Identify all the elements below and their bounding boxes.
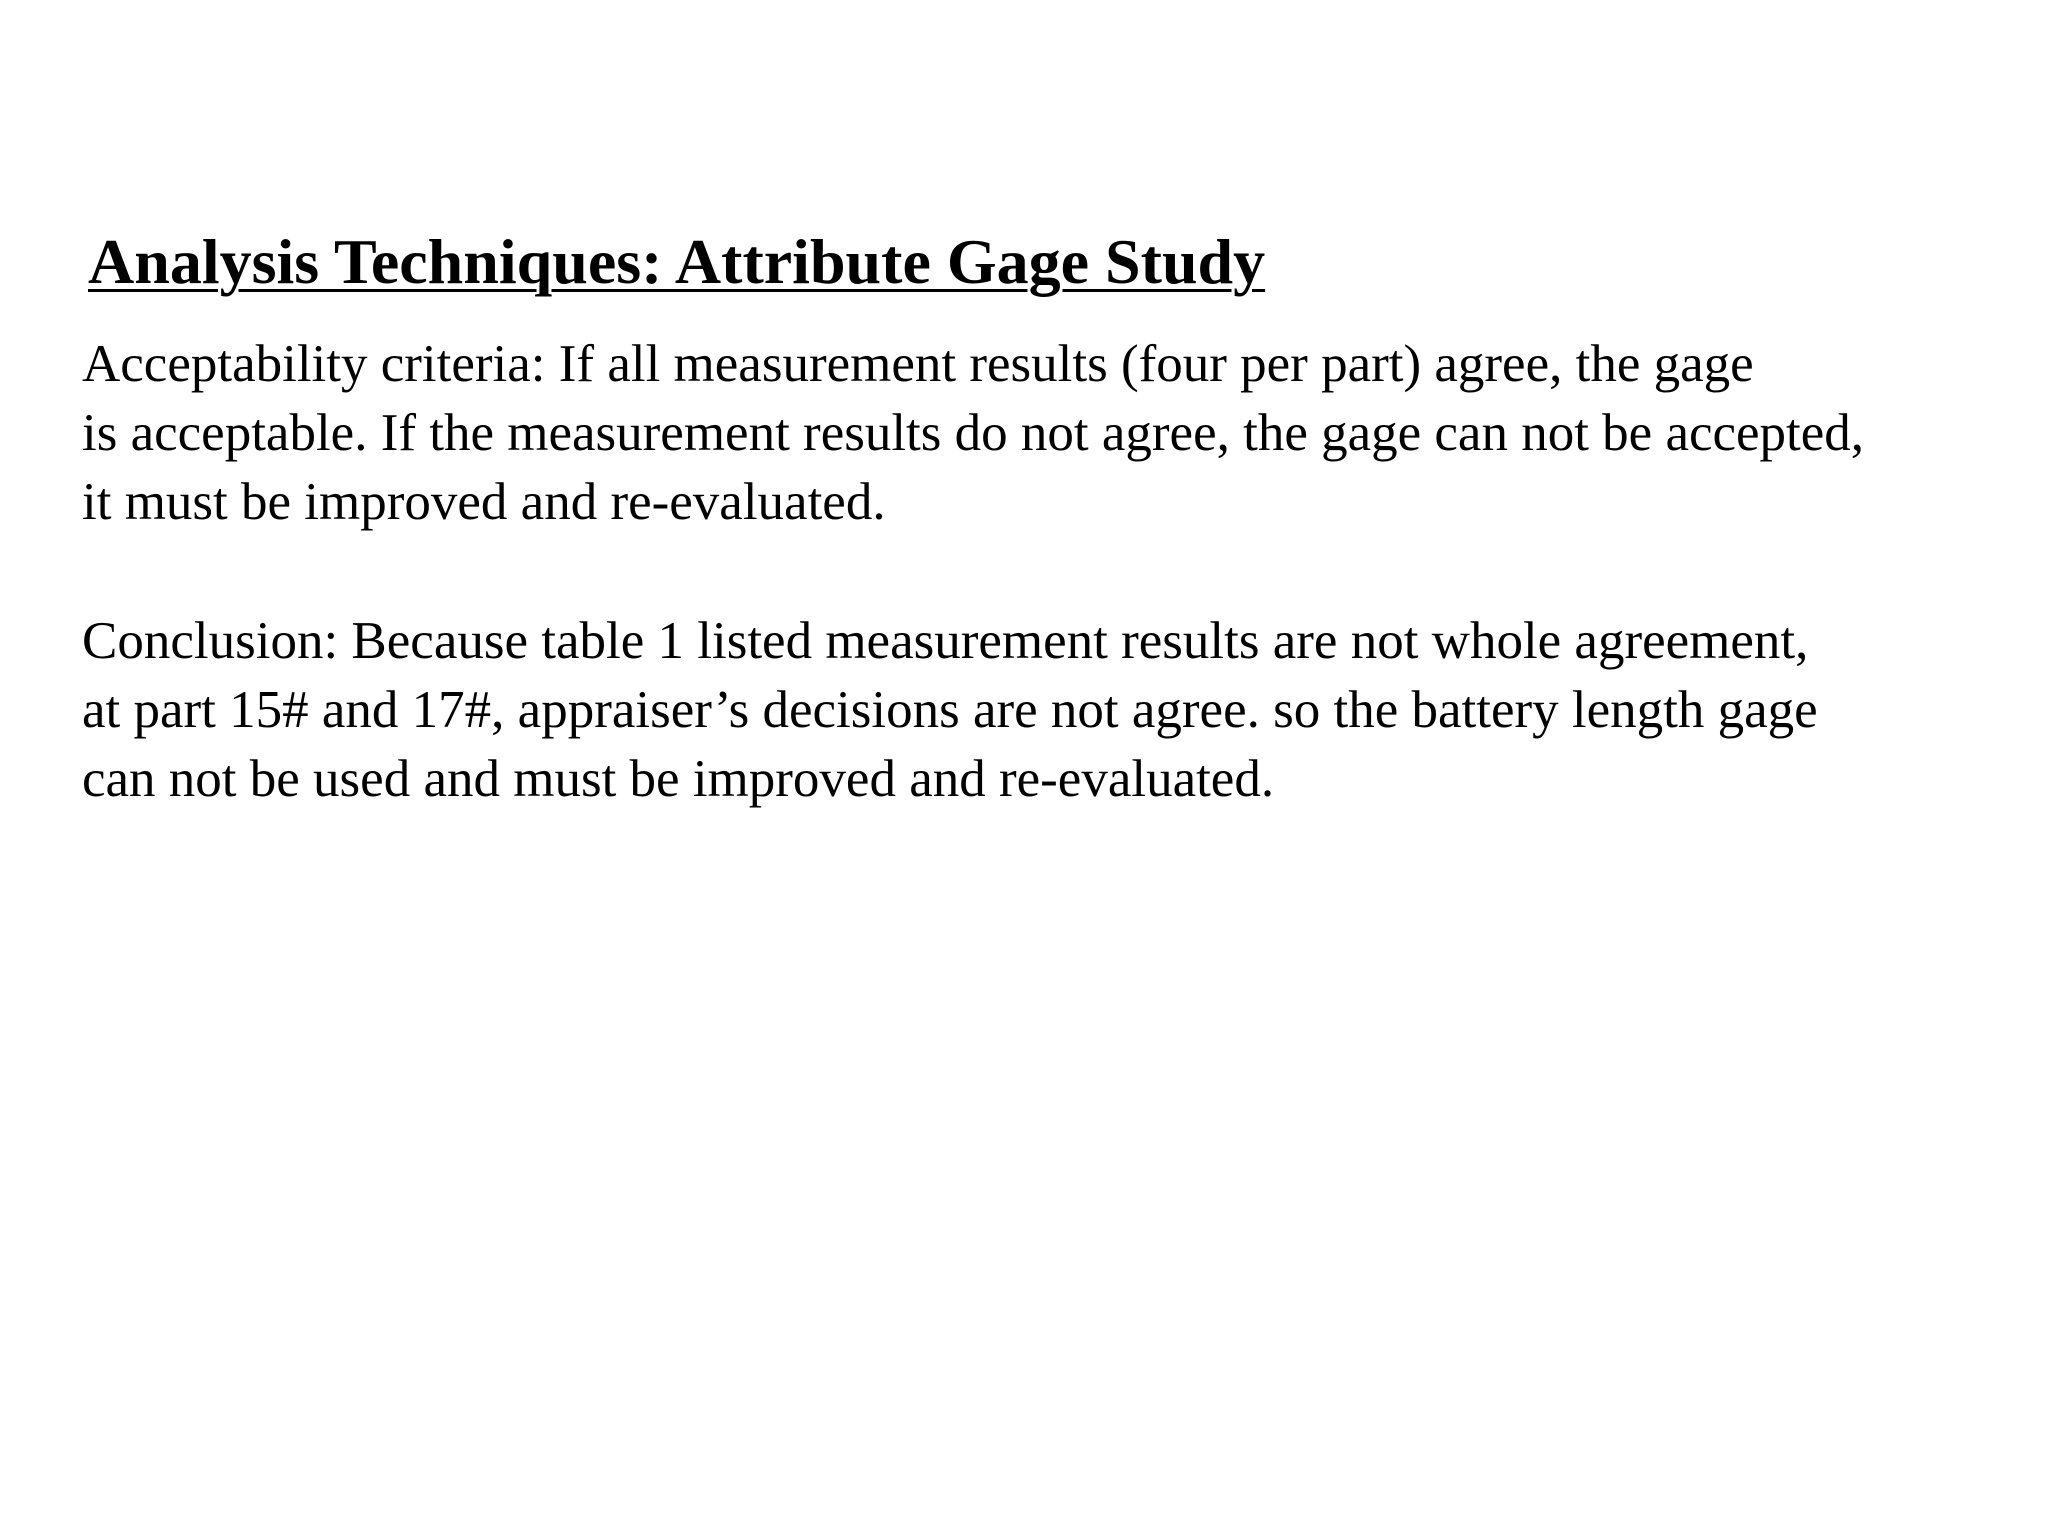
conclusion-line: can not be used and must be improved and re-evaluated. xyxy=(82,750,1275,808)
criteria-line: is acceptable. If the measurement results do not agree, the gage can not be accepted, xyxy=(82,404,1865,462)
acceptability-criteria-paragraph xyxy=(82,330,1864,537)
slide-title: Analysis Techniques: Attribute Gage Study xyxy=(88,226,1266,297)
conclusion-line: Conclusion: Because table 1 listed measurement results are not whole agreement, xyxy=(82,612,1809,670)
criteria-line: it must be improved and re-evaluated. xyxy=(82,473,886,531)
conclusion-paragraph xyxy=(82,607,1818,814)
conclusion-line: at part 15# and 17#, appraiser’s decisions are not agree. so the battery length gage xyxy=(82,681,1818,739)
criteria-line: Acceptability criteria: If all measurement results (four per part) agree, the gage xyxy=(82,335,1754,393)
